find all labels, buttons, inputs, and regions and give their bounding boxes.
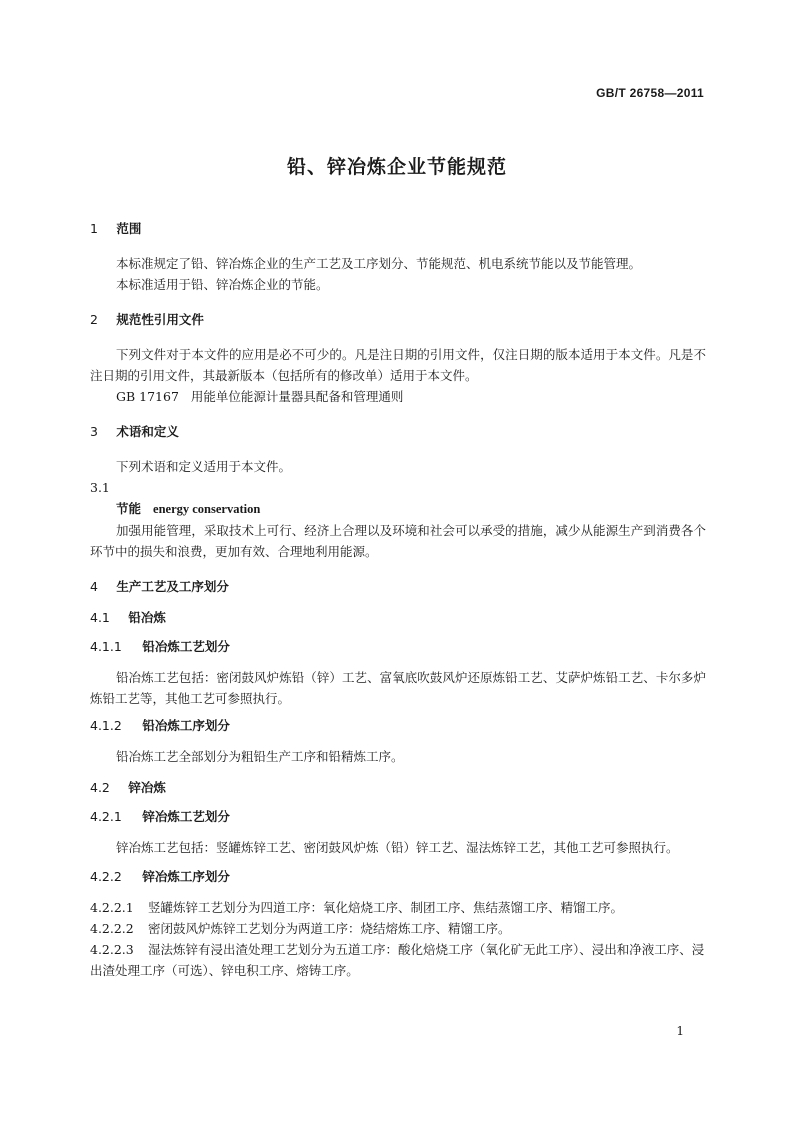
page-number: 1 bbox=[676, 1024, 684, 1038]
list-item bbox=[90, 939, 706, 981]
subsection-number: 4.2.1 bbox=[90, 809, 122, 824]
term-chinese: 节能 bbox=[116, 501, 142, 516]
paragraph: 锌冶炼工艺包括：竖罐炼锌工艺、密闭鼓风炉炼（铅）锌工艺、湿法炼锌工艺，其他工艺可参照执行。 bbox=[116, 840, 679, 855]
item-text: 竖罐炼锌工艺划分为四道工序：氧化焙烧工序、制团工序、焦结蒸馏工序、精馏工序。 bbox=[148, 900, 624, 915]
reference-title: 用能单位能源计量器具配备和管理通则 bbox=[190, 389, 404, 404]
section-number: 4 bbox=[90, 579, 98, 594]
term-number: 3.1 bbox=[90, 480, 110, 495]
subsection-heading bbox=[90, 777, 706, 798]
subsection-number: 4.2 bbox=[90, 780, 110, 795]
subsection-number: 4.1 bbox=[90, 610, 110, 625]
section-number: 3 bbox=[90, 424, 98, 439]
section-title: 生产工艺及工序划分 bbox=[116, 579, 229, 594]
subsection-heading bbox=[90, 866, 706, 887]
section-number: 2 bbox=[90, 312, 98, 327]
subsection-heading bbox=[90, 636, 706, 657]
term-definition: 加强用能管理，采取技术上可行、经济上合理以及环境和社会可以承受的措施，减少从能源生产到消费各个环节中的损失和浪费，更加有效、合理地利用能源。 bbox=[90, 523, 706, 559]
section-heading bbox=[90, 421, 706, 442]
subsection-title: 铅冶炼 bbox=[128, 610, 166, 625]
reference-code: GB 17167 bbox=[116, 389, 179, 404]
item-number: 4.2.2.1 bbox=[90, 900, 134, 915]
section-heading bbox=[90, 309, 706, 330]
section-heading bbox=[90, 218, 706, 239]
subsection-number: 4.1.1 bbox=[90, 639, 122, 654]
subsection-heading bbox=[90, 806, 706, 827]
reference-entry bbox=[90, 386, 706, 407]
subsection-number: 4.1.2 bbox=[90, 718, 122, 733]
section-title: 范围 bbox=[116, 221, 142, 236]
section-number: 1 bbox=[90, 221, 98, 236]
subsection-number: 4.2.2 bbox=[90, 869, 122, 884]
list-item bbox=[90, 918, 706, 939]
paragraph: 本标准规定了铅、锌冶炼企业的生产工艺及工序划分、节能规范、机电系统节能以及节能管理。 bbox=[116, 256, 642, 271]
section-title: 术语和定义 bbox=[116, 424, 179, 439]
paragraph: 铅冶炼工艺全部划分为粗铅生产工序和铅精炼工序。 bbox=[116, 749, 404, 764]
document-title: 铅、锌冶炼企业节能规范 bbox=[286, 156, 507, 178]
subsection-title: 锌冶炼工艺划分 bbox=[142, 809, 230, 824]
section-title: 规范性引用文件 bbox=[116, 312, 204, 327]
paragraph: 下列术语和定义适用于本文件。 bbox=[116, 459, 292, 474]
term-english: energy conservation bbox=[153, 502, 261, 516]
subsection-title: 铅冶炼工艺划分 bbox=[142, 639, 230, 654]
list-item bbox=[90, 897, 706, 918]
paragraph: 下列文件对于本文件的应用是必不可少的。凡是注日期的引用文件，仅注日期的版本适用于本文件。凡是不注日期的引用文件，其最新版本（包括所有的修改单）适用于本文件。 bbox=[90, 347, 706, 383]
standard-number: GB/T 26758—2011 bbox=[596, 86, 704, 100]
paragraph: 铅冶炼工艺包括：密闭鼓风炉炼铅（锌）工艺、富氧底吹鼓风炉还原炼铅工艺、艾萨炉炼铅工艺、卡尔多炉炼铅工艺等，其他工艺可参照执行。 bbox=[90, 670, 706, 706]
subsection-title: 锌冶炼工序划分 bbox=[142, 869, 230, 884]
subsection-title: 铅冶炼工序划分 bbox=[142, 718, 230, 733]
item-number: 4.2.2.2 bbox=[90, 921, 134, 936]
item-text: 湿法炼锌有浸出渣处理工艺划分为五道工序：酸化焙烧工序（氧化矿无此工序）、浸出和净液工序、浸出渣处理工序（可选）、锌电积工序、熔铸工序。 bbox=[90, 942, 705, 978]
term-entry bbox=[90, 498, 706, 520]
subsection-title: 锌冶炼 bbox=[128, 780, 166, 795]
document-body bbox=[90, 218, 706, 981]
paragraph: 本标准适用于铅、锌冶炼企业的节能。 bbox=[116, 277, 329, 292]
subsection-heading bbox=[90, 715, 706, 736]
item-number: 4.2.2.3 bbox=[90, 942, 134, 957]
item-text: 密闭鼓风炉炼锌工艺划分为两道工序：烧结熔炼工序、精馏工序。 bbox=[148, 921, 511, 936]
section-heading bbox=[90, 576, 706, 597]
subsection-heading bbox=[90, 607, 706, 628]
